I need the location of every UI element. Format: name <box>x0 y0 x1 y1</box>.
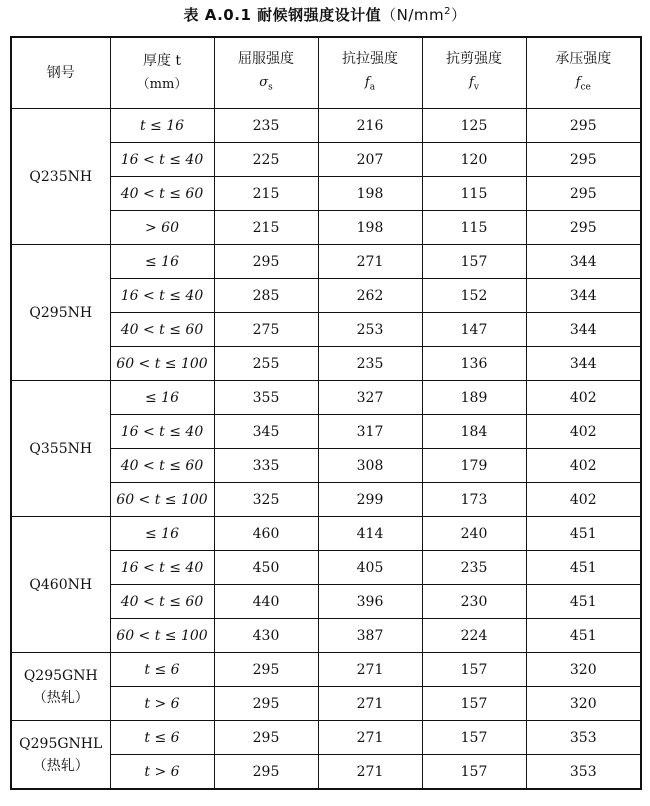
thickness-cell: 40 < t ≤ 60 <box>110 449 214 483</box>
table-row <box>11 245 641 279</box>
header-thickness-label: 厚度 t <box>142 53 182 69</box>
grade-name: Q295GNHL <box>19 735 103 752</box>
tensile-cell: 317 <box>318 415 422 449</box>
tensile-cell: 198 <box>318 177 422 211</box>
thickness-cell: 60 < t ≤ 100 <box>110 619 214 653</box>
table-row <box>11 517 641 551</box>
header-grade: 钢号 <box>11 37 110 109</box>
tensile-cell: 271 <box>318 721 422 755</box>
tensile-cell: 405 <box>318 551 422 585</box>
bearing-cell: 344 <box>526 245 641 279</box>
header-yield-symbol: $\sigma_s$ <box>259 74 273 93</box>
unit-prefix: （N/mm <box>381 6 445 24</box>
grade-cell <box>11 653 110 721</box>
tensile-cell: 207 <box>318 143 422 177</box>
bearing-cell: 402 <box>526 449 641 483</box>
header-tensile <box>318 37 422 109</box>
bearing-cell: 402 <box>526 483 641 517</box>
header-yield-label: 屈服强度 <box>238 50 294 67</box>
bearing-cell: 320 <box>526 687 641 721</box>
bearing-cell: 451 <box>526 517 641 551</box>
thickness-cell: 40 < t ≤ 60 <box>110 585 214 619</box>
unit-suffix: ） <box>450 6 467 24</box>
table-row <box>11 721 641 755</box>
header-yield <box>214 37 318 109</box>
thickness-cell: > 60 <box>110 211 214 245</box>
grade-cell: Q235NH <box>11 109 110 245</box>
thickness-cell: t ≤ 16 <box>110 109 214 143</box>
strength-table <box>10 36 642 790</box>
tensile-cell: 271 <box>318 687 422 721</box>
table-row <box>11 381 641 415</box>
bearing-cell: 344 <box>526 347 641 381</box>
shear-cell: 224 <box>422 619 526 653</box>
grade-name: Q295GNH <box>23 667 98 684</box>
shear-cell: 152 <box>422 279 526 313</box>
bearing-cell: 402 <box>526 381 641 415</box>
tensile-cell: 387 <box>318 619 422 653</box>
tensile-cell: 253 <box>318 313 422 347</box>
thickness-cell: t ≤ 6 <box>110 721 214 755</box>
thickness-cell: 16 < t ≤ 40 <box>110 279 214 313</box>
thickness-cell: 16 < t ≤ 40 <box>110 415 214 449</box>
header-thickness-unit: （mm） <box>136 77 188 92</box>
grade-cell: Q295NH <box>11 245 110 381</box>
tensile-cell: 198 <box>318 211 422 245</box>
shear-cell: 179 <box>422 449 526 483</box>
bearing-cell: 344 <box>526 313 641 347</box>
header-bearing-label: 承压强度 <box>555 50 612 67</box>
shear-cell: 157 <box>422 687 526 721</box>
shear-cell: 115 <box>422 211 526 245</box>
tensile-cell: 299 <box>318 483 422 517</box>
tensile-cell: 271 <box>318 653 422 687</box>
yield-cell: 215 <box>214 211 318 245</box>
shear-cell: 173 <box>422 483 526 517</box>
bearing-cell: 295 <box>526 143 641 177</box>
yield-cell: 440 <box>214 585 318 619</box>
table-title-label: 表 A.0.1 耐候钢强度设计值 <box>183 6 382 24</box>
header-tensile-symbol: $f_a$ <box>364 74 376 93</box>
shear-cell: 189 <box>422 381 526 415</box>
tensile-cell: 235 <box>318 347 422 381</box>
bearing-cell: 353 <box>526 755 641 790</box>
header-thickness <box>110 37 214 109</box>
table-title-unit <box>381 6 466 24</box>
yield-cell: 295 <box>214 653 318 687</box>
table-row <box>11 109 641 143</box>
shear-cell: 235 <box>422 551 526 585</box>
bearing-cell: 295 <box>526 109 641 143</box>
shear-cell: 125 <box>422 109 526 143</box>
yield-cell: 450 <box>214 551 318 585</box>
bearing-cell: 451 <box>526 619 641 653</box>
bearing-cell: 402 <box>526 415 641 449</box>
thickness-cell: 16 < t ≤ 40 <box>110 143 214 177</box>
tensile-cell: 271 <box>318 245 422 279</box>
shear-cell: 184 <box>422 415 526 449</box>
grade-cell <box>11 721 110 790</box>
grade-note: （热轧） <box>32 689 89 706</box>
header-shear-label: 抗剪强度 <box>446 50 502 67</box>
header-tensile-label: 抗拉强度 <box>342 50 398 67</box>
thickness-cell: 40 < t ≤ 60 <box>110 313 214 347</box>
bearing-cell: 295 <box>526 177 641 211</box>
bearing-cell: 320 <box>526 653 641 687</box>
yield-cell: 345 <box>214 415 318 449</box>
shear-cell: 115 <box>422 177 526 211</box>
tensile-cell: 262 <box>318 279 422 313</box>
grade-cell: Q460NH <box>11 517 110 653</box>
yield-cell: 295 <box>214 721 318 755</box>
shear-cell: 136 <box>422 347 526 381</box>
bearing-cell: 451 <box>526 585 641 619</box>
thickness-cell: 60 < t ≤ 100 <box>110 483 214 517</box>
thickness-cell: ≤ 16 <box>110 517 214 551</box>
shear-cell: 120 <box>422 143 526 177</box>
yield-cell: 430 <box>214 619 318 653</box>
shear-cell: 157 <box>422 755 526 790</box>
thickness-cell: 40 < t ≤ 60 <box>110 177 214 211</box>
yield-cell: 235 <box>214 109 318 143</box>
thickness-cell: ≤ 16 <box>110 245 214 279</box>
table-row <box>11 653 641 687</box>
yield-cell: 215 <box>214 177 318 211</box>
grade-note: （热轧） <box>32 757 89 774</box>
header-shear-symbol: $f_v$ <box>469 74 479 93</box>
yield-cell: 355 <box>214 381 318 415</box>
thickness-cell: 60 < t ≤ 100 <box>110 347 214 381</box>
tensile-cell: 216 <box>318 109 422 143</box>
header-bearing-symbol: $f_{ce}$ <box>575 74 591 93</box>
bearing-cell: 451 <box>526 551 641 585</box>
header-shear <box>422 37 526 109</box>
tensile-cell: 396 <box>318 585 422 619</box>
yield-cell: 295 <box>214 687 318 721</box>
shear-cell: 147 <box>422 313 526 347</box>
tensile-cell: 414 <box>318 517 422 551</box>
shear-cell: 157 <box>422 245 526 279</box>
yield-cell: 275 <box>214 313 318 347</box>
shear-cell: 230 <box>422 585 526 619</box>
yield-cell: 325 <box>214 483 318 517</box>
yield-cell: 255 <box>214 347 318 381</box>
bearing-cell: 353 <box>526 721 641 755</box>
unit-exponent: 2 <box>444 6 451 17</box>
table-title <box>0 4 650 25</box>
header-bearing <box>526 37 641 109</box>
tensile-cell: 308 <box>318 449 422 483</box>
yield-cell: 225 <box>214 143 318 177</box>
yield-cell: 295 <box>214 755 318 790</box>
yield-cell: 460 <box>214 517 318 551</box>
thickness-cell: t > 6 <box>110 687 214 721</box>
grade-cell: Q355NH <box>11 381 110 517</box>
thickness-cell: t ≤ 6 <box>110 653 214 687</box>
header-row <box>11 37 641 109</box>
thickness-cell: 16 < t ≤ 40 <box>110 551 214 585</box>
tensile-cell: 271 <box>318 755 422 790</box>
shear-cell: 157 <box>422 721 526 755</box>
tensile-cell: 327 <box>318 381 422 415</box>
yield-cell: 285 <box>214 279 318 313</box>
thickness-cell: t > 6 <box>110 755 214 790</box>
shear-cell: 240 <box>422 517 526 551</box>
yield-cell: 295 <box>214 245 318 279</box>
bearing-cell: 344 <box>526 279 641 313</box>
thickness-cell: ≤ 16 <box>110 381 214 415</box>
shear-cell: 157 <box>422 653 526 687</box>
bearing-cell: 295 <box>526 211 641 245</box>
yield-cell: 335 <box>214 449 318 483</box>
